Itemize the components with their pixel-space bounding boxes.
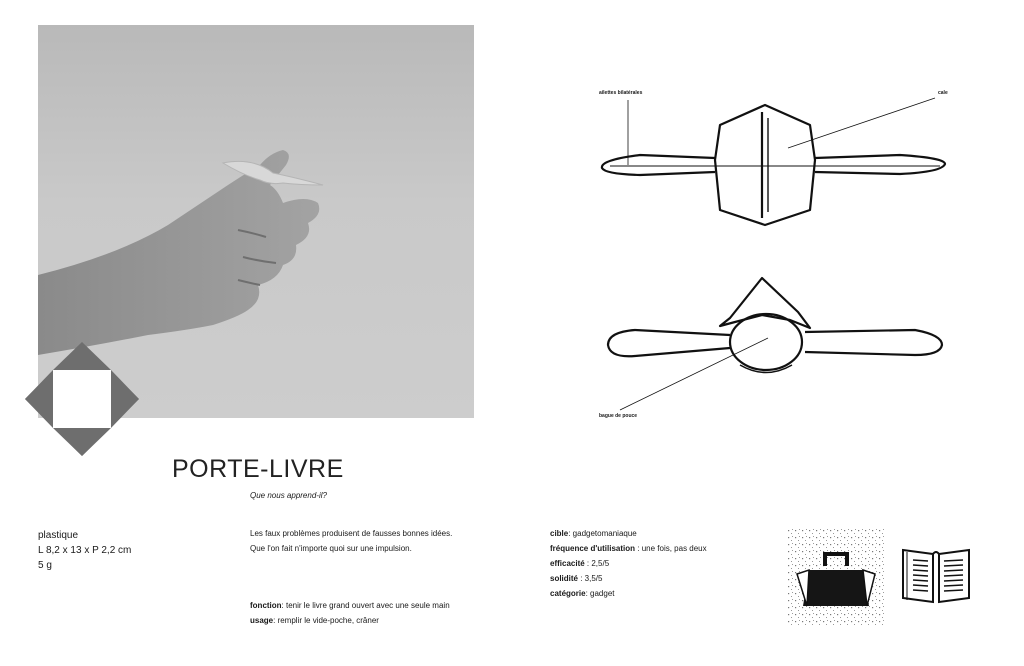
rating-value: : gadget — [585, 589, 615, 598]
usage-line — [250, 613, 450, 628]
ratings-list — [550, 526, 707, 601]
description — [250, 526, 452, 556]
rating-categorie — [550, 586, 707, 601]
specs-list — [38, 528, 131, 573]
rating-label: cible — [550, 529, 569, 538]
spec-dimensions: L 8,2 x 13 x P 2,2 cm — [38, 545, 132, 556]
function-usage — [250, 598, 450, 628]
page-title: PORTE-LIVRE — [172, 455, 344, 483]
rating-efficacite — [550, 556, 707, 571]
description-line: Que l'on fait n'importe quoi sur une impulsion. — [250, 544, 412, 553]
rating-label: efficacité — [550, 559, 585, 568]
fonction-line — [250, 598, 450, 613]
rating-value: : 2,5/5 — [584, 559, 610, 568]
rating-label: solidité — [550, 574, 579, 583]
open-book-icon — [897, 544, 975, 606]
fonction-value: : tenir le livre grand ouvert avec une seule main — [281, 601, 450, 610]
rating-label: fréquence d'utilisation — [550, 544, 636, 553]
rating-value: : 3,5/5 — [578, 574, 603, 583]
label-bague: bague de pouce — [599, 413, 638, 419]
rating-frequence — [550, 541, 707, 556]
rating-value: : une fois, pas deux — [635, 544, 707, 553]
technical-drawing — [580, 80, 970, 430]
rating-cible — [550, 526, 707, 541]
rating-solidite — [550, 571, 707, 586]
rating-label: catégorie — [550, 589, 586, 598]
bag-icon — [787, 528, 885, 626]
fonction-label: fonction — [250, 601, 282, 610]
label-cale: cale — [938, 90, 948, 96]
label-ailettes: ailettes bilatérales — [599, 90, 643, 96]
page-subtitle: Que nous apprend-il? — [250, 491, 327, 500]
spec-material: plastique — [38, 530, 79, 541]
diamond-logo-icon — [25, 342, 139, 456]
usage-value: : remplir le vide-poche, crâner — [273, 616, 379, 625]
rating-value: : gadgetomaniaque — [568, 529, 637, 538]
description-line: Les faux problèmes produisent de fausses bonnes idées. — [250, 529, 453, 538]
usage-label: usage — [250, 616, 274, 625]
spec-weight: 5 g — [38, 560, 52, 571]
